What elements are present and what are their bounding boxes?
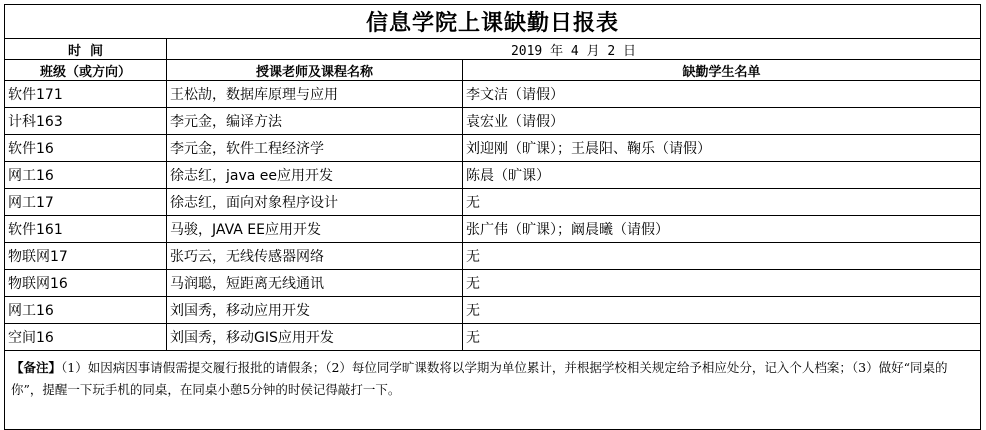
- table-row: [5, 216, 981, 243]
- cell-absent: 袁宏业（请假）: [463, 108, 981, 135]
- cell-teacher-course: 张巧云，无线传感器网络: [167, 243, 463, 270]
- cell-class: 计科163: [5, 108, 167, 135]
- report-date: 2019 年 4 月 2 日: [167, 39, 981, 60]
- attendance-table: [4, 4, 981, 430]
- attendance-sheet: [4, 4, 980, 430]
- cell-class: 网工16: [5, 297, 167, 324]
- table-row: [5, 189, 981, 216]
- header-row: [5, 60, 981, 81]
- cell-class: 软件16: [5, 135, 167, 162]
- cell-class: 物联网17: [5, 243, 167, 270]
- table-row: [5, 297, 981, 324]
- cell-teacher-course: 刘国秀，移动应用开发: [167, 297, 463, 324]
- cell-class: 网工16: [5, 162, 167, 189]
- table-row: [5, 324, 981, 351]
- cell-absent: 无: [463, 270, 981, 297]
- remark-cell: [5, 351, 981, 430]
- cell-teacher-course: 刘国秀，移动GIS应用开发: [167, 324, 463, 351]
- cell-absent: 李文洁（请假）: [463, 81, 981, 108]
- cell-absent: 刘迎刚（旷课）；王晨阳、鞠乐（请假）: [463, 135, 981, 162]
- remark-text: （1）如因病因事请假需提交履行报批的请假条；（2）每位同学旷课数将以学期为单位累计，并根据学校相关规定给予相应处分，记入个人档案；（3）做好“同桌的你”，提醒一下玩手机的同桌，在同桌小憩5分钟的时侯记得敲打一下。: [11, 360, 948, 397]
- table-row: [5, 270, 981, 297]
- title-row: [5, 5, 981, 39]
- cell-class: 网工17: [5, 189, 167, 216]
- cell-absent: 张广伟（旷课）；阚晨曦（请假）: [463, 216, 981, 243]
- remark-row: [5, 351, 981, 430]
- cell-teacher-course: 徐志红，java ee应用开发: [167, 162, 463, 189]
- table-row: [5, 243, 981, 270]
- header-class: 班级（或方向）: [5, 60, 167, 81]
- cell-absent: 无: [463, 189, 981, 216]
- cell-absent: 无: [463, 297, 981, 324]
- report-title: 信息学院上课缺勤日报表: [5, 5, 981, 39]
- remark-label: 【备注】: [11, 360, 62, 375]
- header-teacher-course: 授课老师及课程名称: [167, 60, 463, 81]
- cell-class: 软件171: [5, 81, 167, 108]
- table-row: [5, 162, 981, 189]
- cell-class: 空间16: [5, 324, 167, 351]
- table-row: [5, 135, 981, 162]
- cell-teacher-course: 李元金，编译方法: [167, 108, 463, 135]
- cell-teacher-course: 王松劼，数据库原理与应用: [167, 81, 463, 108]
- cell-class: 物联网16: [5, 270, 167, 297]
- cell-absent: 无: [463, 324, 981, 351]
- cell-teacher-course: 李元金，软件工程经济学: [167, 135, 463, 162]
- cell-class: 软件161: [5, 216, 167, 243]
- date-row: [5, 39, 981, 60]
- cell-absent: 陈晨（旷课）: [463, 162, 981, 189]
- time-label: 时 间: [5, 39, 167, 60]
- cell-teacher-course: 马润聪，短距离无线通讯: [167, 270, 463, 297]
- table-row: [5, 108, 981, 135]
- cell-teacher-course: 马骏，JAVA EE应用开发: [167, 216, 463, 243]
- cell-teacher-course: 徐志红，面向对象程序设计: [167, 189, 463, 216]
- header-absent: 缺勤学生名单: [463, 60, 981, 81]
- cell-absent: 无: [463, 243, 981, 270]
- table-row: [5, 81, 981, 108]
